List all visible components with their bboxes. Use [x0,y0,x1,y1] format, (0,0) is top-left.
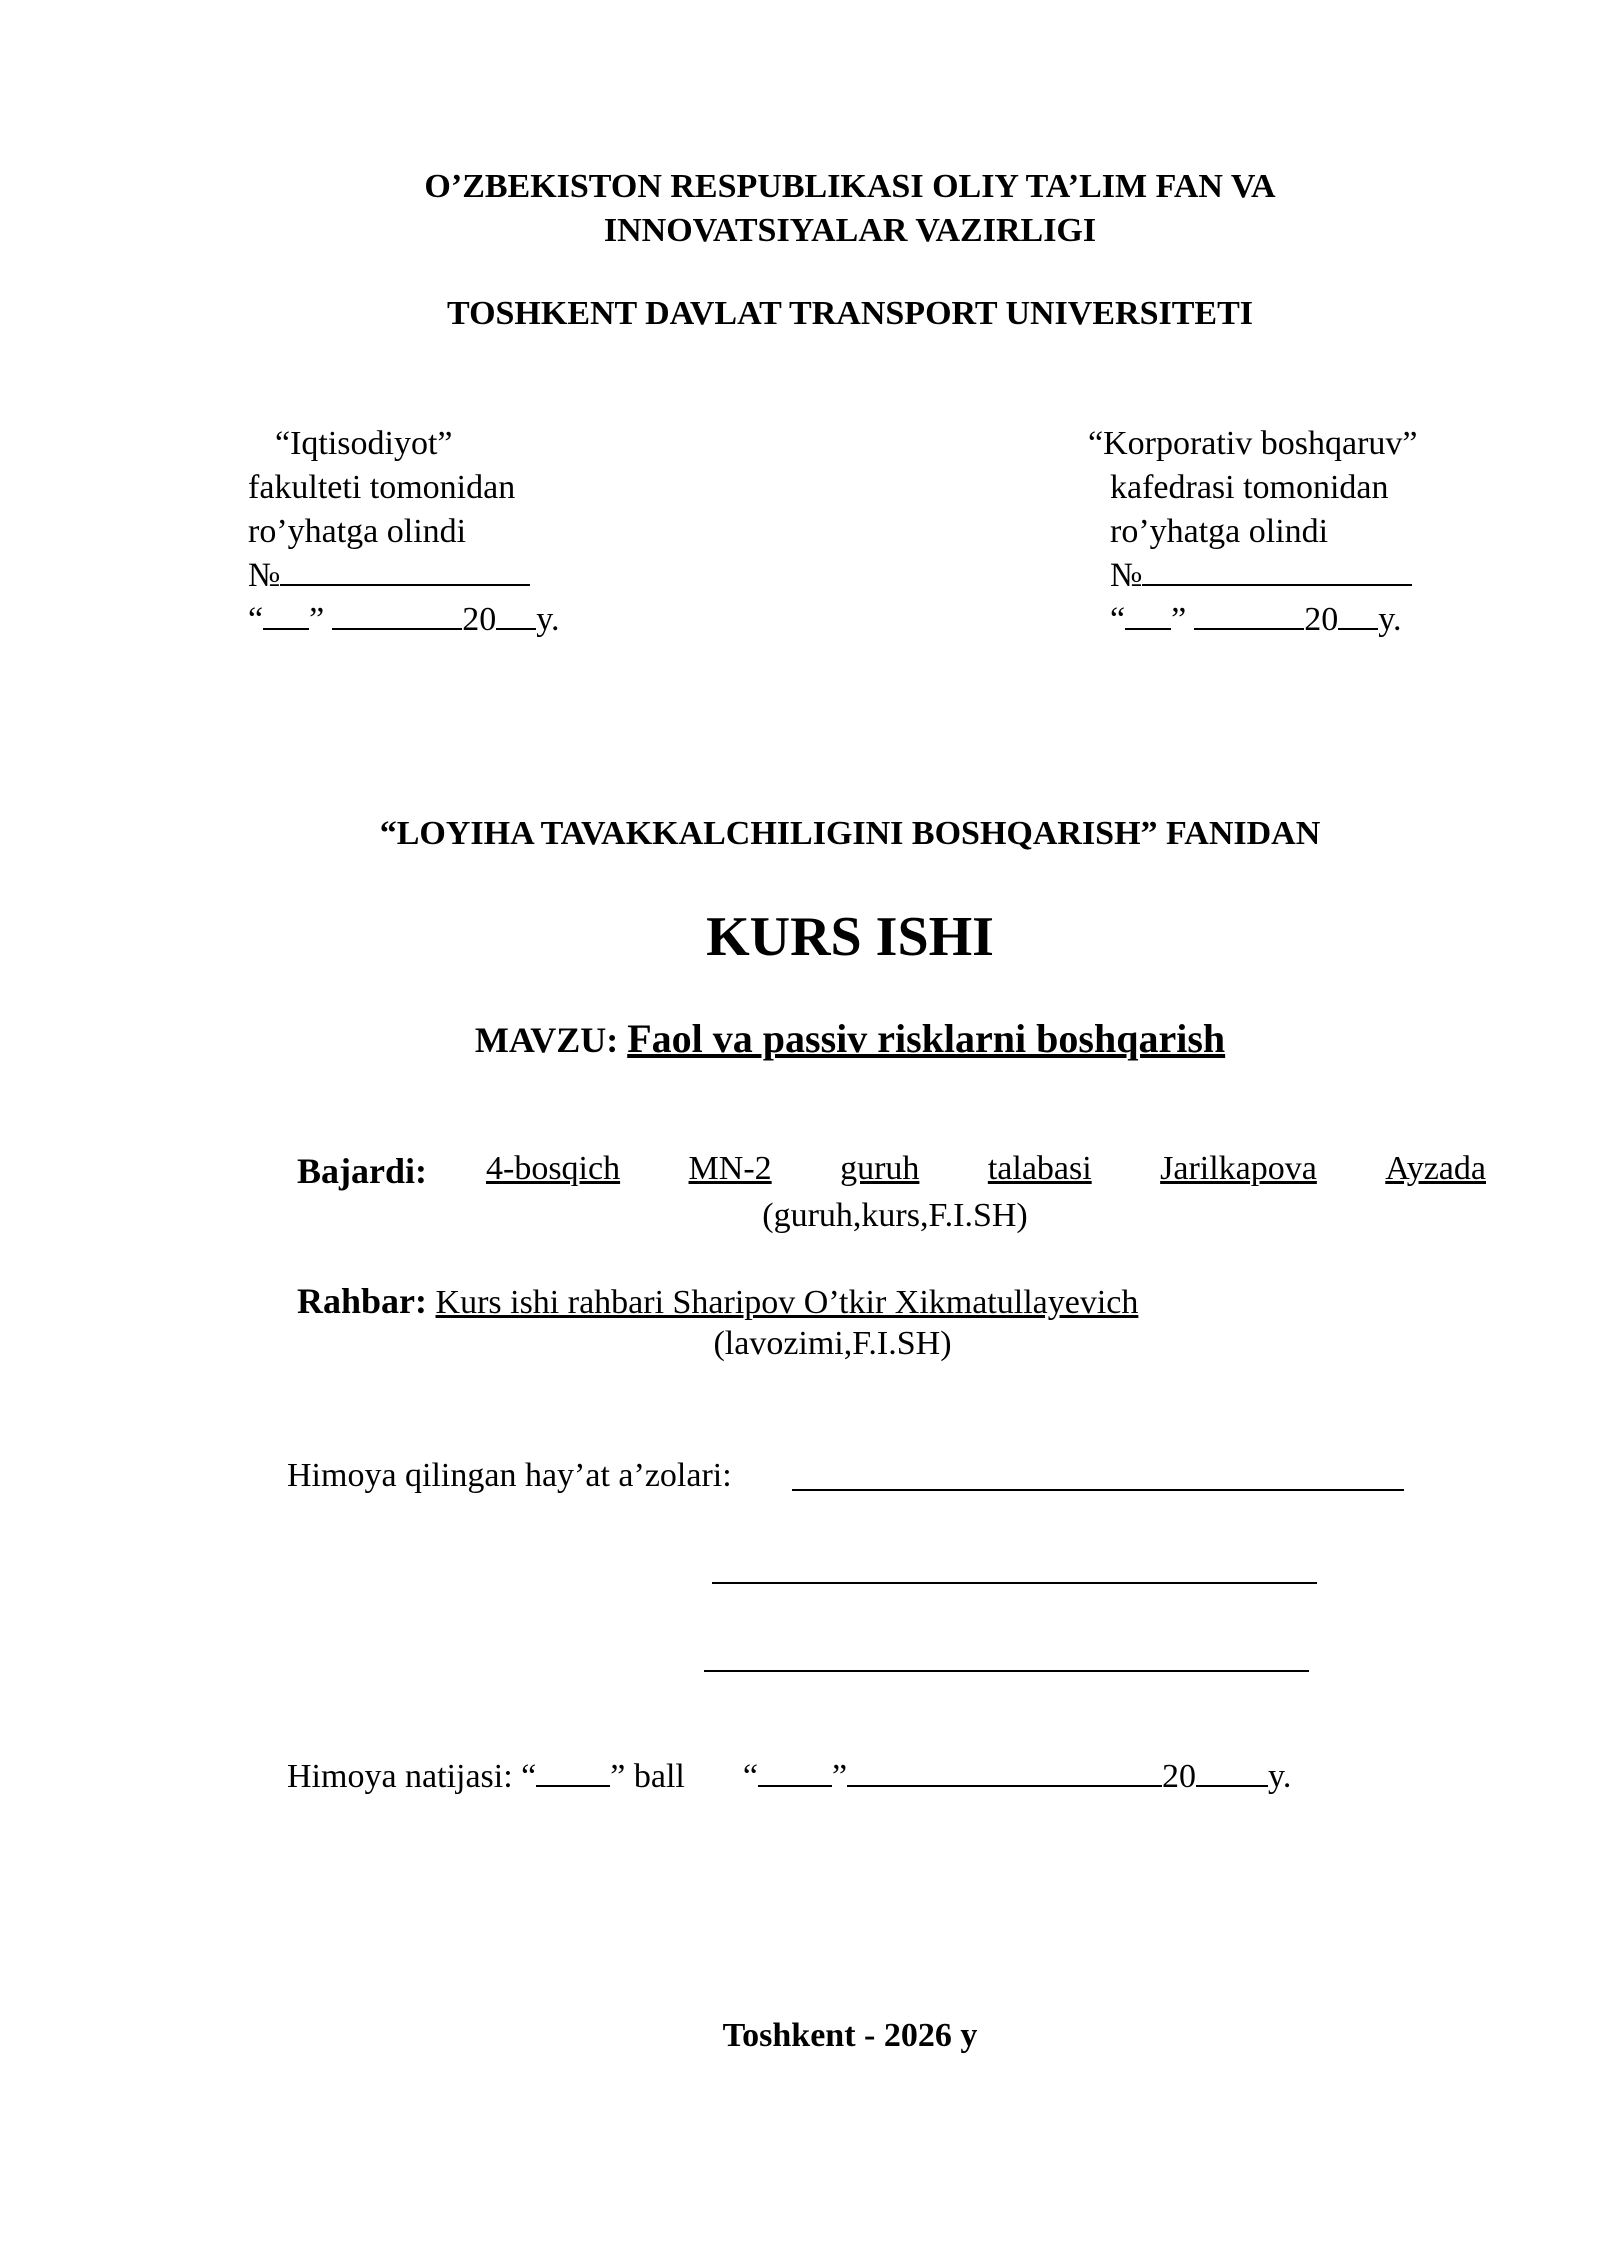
performed-by-word: guruh [840,1150,920,1187]
year-suffix: y. [1268,1758,1292,1795]
month-blank [1194,600,1304,630]
year-blank [1338,600,1378,630]
day-blank [758,1757,832,1787]
faculty-date-row [248,598,559,642]
performed-by-word: Ayzada [1385,1150,1486,1187]
performed-by-word: 4-bosqich [486,1150,621,1187]
registration-department [1088,422,1418,642]
number-sign: № [1110,557,1143,594]
date-quote-open: “ [742,1758,758,1795]
department-registered-by: kafedrasi tomonidan [1110,469,1389,506]
result-label: Himoya natijasi: “ [287,1758,537,1795]
committee-line-2 [712,1582,1317,1584]
topic-label: MAVZU: [474,1020,619,1060]
supervisor-label: Rahbar: [297,1281,428,1321]
subject-title: “LOYIHA TAVAKKALCHILIGINI BOSHQARISH” FANIDAN [379,815,1321,852]
year-prefix: 20 [1162,1758,1197,1795]
result-ball: ” ball [610,1758,685,1795]
department-name: “Korporativ boshqaruv” [1088,425,1418,462]
faculty-registered-by: fakulteti tomonidan [248,469,516,506]
year-blank [496,600,536,630]
number-blank [280,556,530,586]
performed-by-value [486,1150,1486,1188]
topic-row [0,1015,1600,1062]
ministry-line-2: INNOVATSIYALAR VAZIRLIGI [603,212,1097,249]
day-blank [1125,600,1171,630]
performed-by-word: Jarilkapova [1160,1150,1317,1187]
supervisor-value: Kurs ishi rahbari Sharipov O’tkir Xikmatullayevich [435,1284,1139,1321]
date-quote-close: ” [831,1758,848,1795]
committee-label: Himoya qilingan hay’at a’zolari: [287,1457,732,1494]
performed-by-word: MN-2 [688,1150,772,1187]
year-suffix: y. [1378,601,1402,638]
university-title: TOSHKENT DAVLAT TRANSPORT UNIVERSITETI [447,295,1253,332]
performed-by-hint: (guruh,kurs,F.I.SH) [762,1197,1028,1234]
quote-open: “ [248,601,264,638]
ministry-line-1: O’ZBEKISTON RESPUBLIKASI OLIY TA’LIM FAN VA [424,168,1276,205]
number-sign: № [248,557,281,594]
department-date-row [1110,598,1418,642]
number-blank [1142,556,1412,586]
month-blank [847,1757,1162,1787]
registration-faculty [248,422,559,642]
committee-line-3 [704,1670,1309,1672]
faculty-name: “Iqtisodiyot” [275,425,453,462]
supervisor-hint: (lavozimi,F.I.SH) [713,1325,952,1362]
month-blank [332,600,462,630]
city-year: Toshkent - 2026 y [722,2017,978,2054]
quote-close: ” [1171,601,1187,638]
result-row [287,1757,1291,1796]
department-registered: ro’yhatga olindi [1110,513,1329,550]
faculty-number-row [248,554,559,598]
topic-value: Faol va passiv risklarni boshqarish [627,1016,1226,1061]
quote-open: “ [1110,601,1126,638]
year-prefix: 20 [1304,601,1339,638]
score-blank [536,1757,610,1787]
document-type: KURS ISHI [706,906,994,968]
performed-by-word: talabasi [987,1150,1092,1187]
quote-close: ” [309,601,325,638]
supervisor-row [297,1280,1138,1322]
department-number-row [1110,554,1418,598]
year-prefix: 20 [462,601,497,638]
performed-by-label: Bajardi: [297,1151,427,1191]
year-suffix: y. [536,601,560,638]
day-blank [263,600,309,630]
year-blank [1196,1757,1268,1787]
faculty-registered: ro’yhatga olindi [248,513,467,550]
ministry-title [0,165,1600,253]
committee-line-1 [792,1489,1404,1491]
